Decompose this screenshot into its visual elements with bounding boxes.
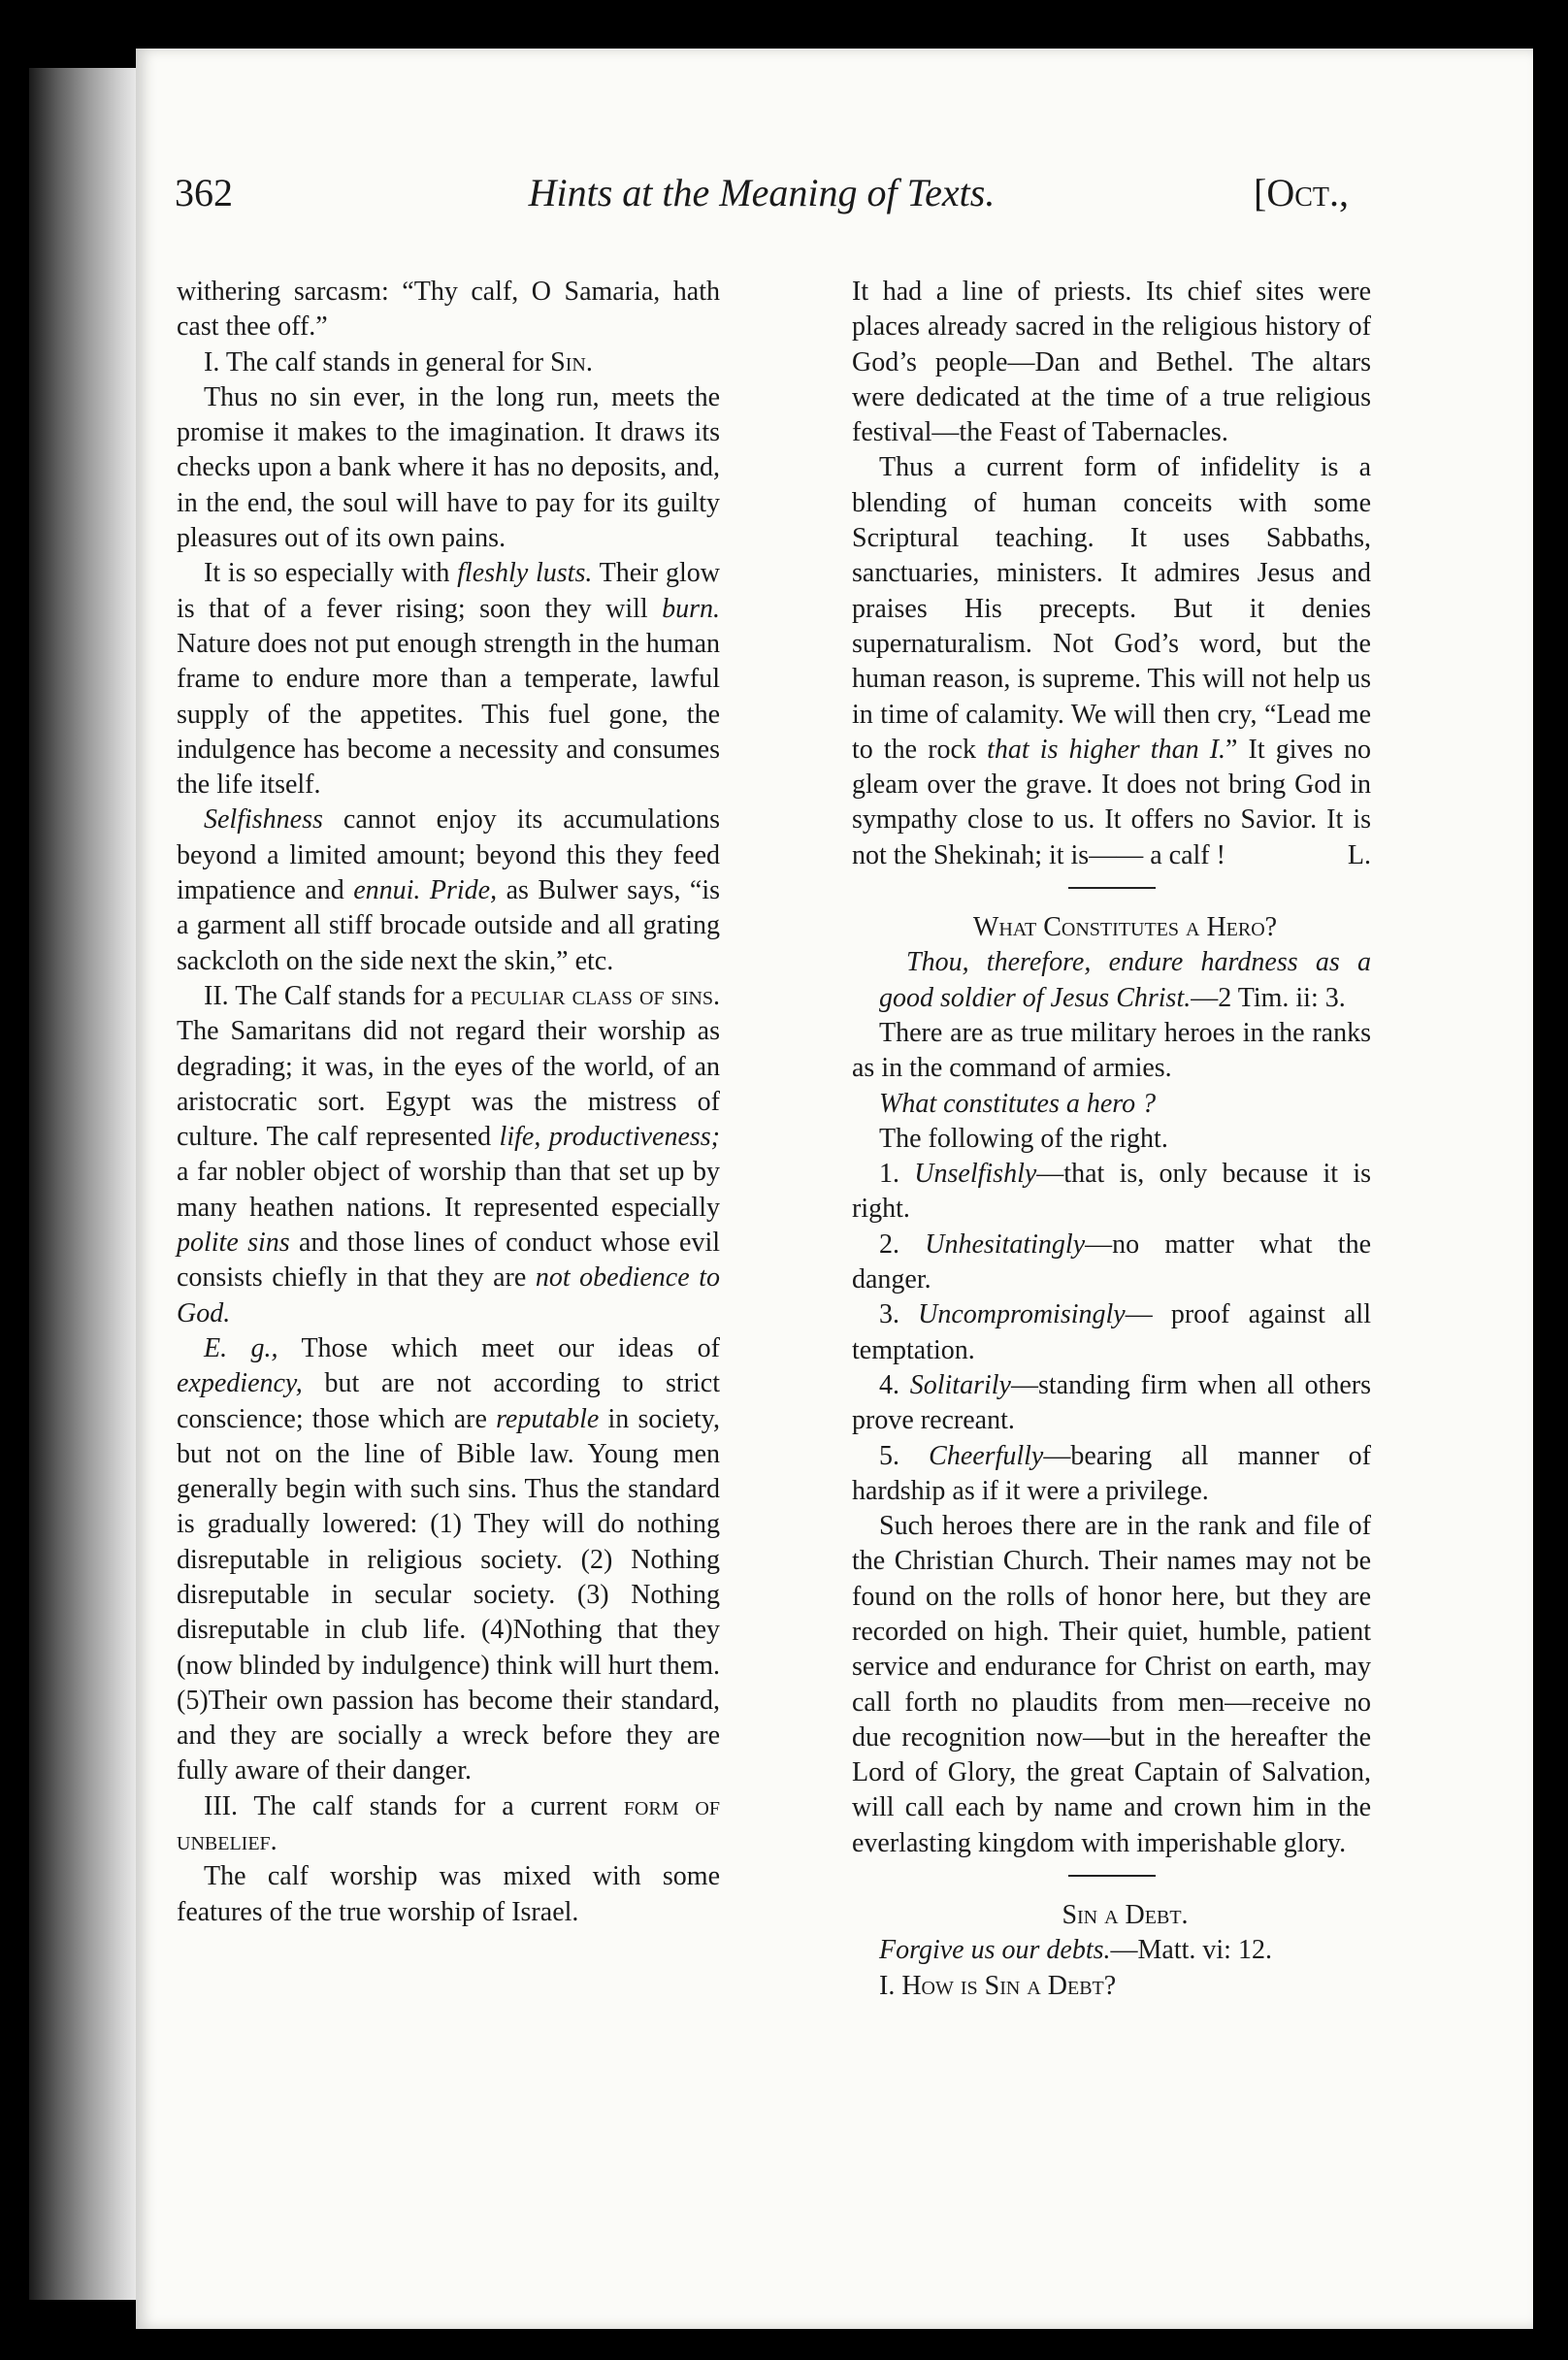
book-binding-shadow xyxy=(29,68,136,2300)
paragraph: Thus no sin ever, in the long run, meets the promise it makes to the imagination. It draws its checks upon a bank where it has no deposits, and, in the end, the soul will have to pay for its guilty pleasures out of its own pains. xyxy=(177,381,720,554)
paragraph: Selfishness cannot enjoy its accumulations beyond a limited amount; beyond this they feed impatience and ennui. Pride, as Bulwer says, “is a garment all stiff brocade outside and all grating sackcloth on the side next the skin,” etc. xyxy=(177,804,721,976)
paragraph: II. The Calf stands for a peculiar class of sins. The Samaritans did not regard their worship as degrading; it was, in the eyes of the world, of an aristocratic sort. Egypt was the mistress of culture. The calf represented life, productiveness; a far nobler object of worship than that set up by many heathen nations. It represented especially polite sins and those lines of conduct whose evil consists chiefly in that they are not obedience to God. xyxy=(177,980,721,1328)
paragraph: I. The calf stands in general for Sin. xyxy=(204,346,593,377)
running-title: Hints at the Meaning of Texts. xyxy=(528,171,996,214)
section-rule xyxy=(1068,887,1156,889)
paragraph: It had a line of priests. Its chief sites were places already sacred in the religious history of God’s people—Dan and Bethel. The altars were dedicated at the time of a true religious festival—the Feast of Tabernacles. xyxy=(852,277,1371,448)
right-column xyxy=(852,275,1371,2004)
paragraph: withering sarcasm: “Thy calf, O Samaria, hath cast thee off.” xyxy=(177,277,720,343)
paragraph: What constitutes a hero ? xyxy=(879,1088,1157,1119)
paragraph: I. How is Sin a Debt? xyxy=(879,1970,1117,2001)
author-signature: L. xyxy=(1347,839,1371,870)
list-item: 3. Uncompromisingly— proof against all temptation. xyxy=(852,1299,1371,1365)
left-column xyxy=(177,275,720,1930)
list-item: 5. Cheerfully—bearing all manner of hardship as if it were a privilege. xyxy=(852,1440,1371,1506)
paragraph: III. The calf stands for a current form of unbelief. xyxy=(177,1790,720,1857)
list-item: 1. Unselfishly—that is, only because it is right. xyxy=(852,1159,1371,1225)
paragraph: E. g., Those which meet our ideas of expediency, but are not according to strict conscience; those which are reputable in society, but not on the line of Bible law. Young men generally begin with such sins. Thus the standard is gradually lowered: (1) They will do nothing disreputable in religious society. (2) Nothing disreputable in secular society. (3) Nothing disreputable in club life. (4)Nothing that they (now blinded by indulgence) think will hurt them. (5)Their own passion has become their standard, and they are socially a wreck before they are fully aware of their danger. xyxy=(177,1332,721,1786)
page-number: 362 xyxy=(175,171,233,214)
running-head xyxy=(175,170,1349,238)
paragraph: The calf worship was mixed with some features of the true worship of Israel. xyxy=(177,1861,720,1927)
paragraph: Such heroes there are in the rank and file of the Christian Church. Their names may not be found on the rolls of honor here, but they are recorded on high. Their quiet, humble, patient service and endurance for Christ on earth, may call forth no plaudits from men—receive no due recognition now—but in the hereafter the Lord of Glory, the great Captain of Salvation, will call each by name and crown him in the everlasting kingdom with imperishable glory. xyxy=(852,1511,1371,1858)
scripture-text: Thou, therefore, endure hardness as a good soldier of Jesus Christ.—2 Tim. ii: 3. xyxy=(879,947,1371,1013)
section-heading: Sin a Debt. xyxy=(1062,1900,1189,1931)
paragraph: There are as true military heroes in the ranks as in the command of armies. xyxy=(852,1017,1371,1084)
paragraph: The following of the right. xyxy=(879,1123,1168,1154)
section-heading: What Constitutes a Hero? xyxy=(972,912,1278,943)
paragraph: Thus a current form of infidelity is a blending of human conceits with some Scriptural teaching. It uses Sabbaths, sanctuaries, ministers. It admires Jesus and praises His precepts. But it denies supernaturalism. Not God’s word, but the human reason, is supreme. This will not help us in time of calamity. We will then cry, “Lead me to the rock that is higher than I.” It gives no gleam over the grave. It does not bring God in sympathy close to us. It offers no Savior. It is not the Shekinah; it is—— a calf ! L. xyxy=(852,450,1371,873)
list-item: 2. Unhesitatingly—no matter what the danger. xyxy=(852,1229,1372,1295)
section-rule xyxy=(1068,1875,1156,1877)
scripture-text: Forgive us our debts.—Matt. vi: 12. xyxy=(879,1935,1272,1966)
running-month: [Oct., xyxy=(1254,171,1349,214)
list-item: 4. Solitarily—standing firm when all others prove recreant. xyxy=(852,1369,1372,1436)
paragraph: It is so especially with fleshly lusts. Their glow is that of a fever rising; soon they will burn. Nature does not put enough strength in the human frame to endure more than a temperate, lawful supply of the appetites. This fuel gone, the indulgence has become a necessity and consumes the life itself. xyxy=(177,558,721,801)
